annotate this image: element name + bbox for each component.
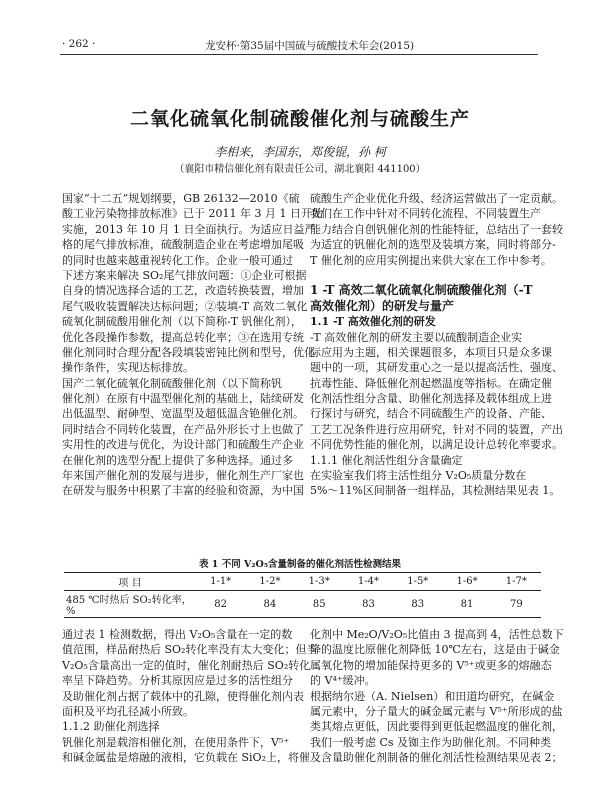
article-title: 二氧化硫氧化制硫酸催化剂与硫酸生产	[129, 108, 470, 130]
text-line: 5%～11%区间制备一组样品，其检测结果见表 1。	[310, 484, 561, 498]
table-cell: 84	[245, 591, 294, 618]
text-line: 行探讨与研究，结合不同硫酸生产的设备、产能、	[310, 407, 552, 421]
text-line: 格的尾气排放标准，硫酸制造企业在考虑增加尾吸	[62, 238, 304, 252]
text-line: 自身的情况选择合适的工艺，改造转换装置，增加	[62, 284, 304, 298]
text-line: 实用性的改进与优化，为设计部门和硫酸生产企业	[62, 438, 304, 452]
text-line: 钒催化剂是载溶相催化剂，在使用条件下，V⁵⁺	[62, 735, 290, 749]
text-line: V₂O₅含量高出一定的值时，催化剂耐热后 SO₂转化	[62, 658, 311, 672]
header-rule	[60, 54, 538, 55]
text-line: 属元素中，分子量大的碱金属元素与 V⁵⁺所形成的盐	[310, 704, 563, 718]
text-line: 硫酸生产企业优化升级、经济运营做出了一定贡献。	[310, 192, 563, 205]
text-line: 降的温度比原催化剂降低 10℃左右，这是由于碱金	[310, 643, 560, 657]
table-cell: 81	[442, 591, 491, 618]
text-line: 尾气吸收装置解决达标问题；②装填-T 高效二氧化	[62, 299, 308, 313]
text-line: 催化剂同时合理分配各段填装密钝比例和型号，优化	[62, 345, 315, 359]
text-line: T 催化剂的应用实例提出来供大家在工作中参考。	[310, 253, 552, 267]
text-line	[310, 268, 544, 283]
table-cell: 83	[344, 591, 393, 618]
text-line: 在研发与服务中积累了丰富的经验和资源，为中国	[62, 484, 304, 498]
table-header-cell: 项 目	[64, 573, 196, 591]
text-line: 为适宜的钒催化剂的选型及装填方案，同时将部分-	[310, 238, 556, 252]
table-header-cell: 1-3*	[295, 573, 344, 591]
table-cell: 82	[196, 591, 245, 618]
table-header-row	[64, 573, 541, 591]
text-line: 及含量助催化剂制备的催化剂活性检测结果见表 2；	[310, 751, 563, 765]
subsection-heading: 1.1 -T 高效催化剂的研发	[310, 315, 436, 329]
subsubsection-heading: 1.1.2 助催化剂选择	[62, 720, 160, 734]
text-line: -T 高效催化剂的研发主要以硫酸制造企业实	[310, 330, 523, 344]
text-line: 下述方案来解决 SO₂尾气排放问题：①企业可根据	[62, 268, 307, 282]
text-line: 通过表 1 检测数据，得出 V₂O₅含量在一定的数	[62, 628, 293, 641]
text-line: 的 V⁴⁺缓冲。	[310, 674, 376, 688]
text-line: 出低温型、耐砷型、宽温型及超低温含铯催化剂。	[62, 407, 304, 421]
table-header-cell: 1-1*	[196, 573, 245, 591]
text-line: 不同优势性能的催化剂，以满足设计总转化率要求。	[310, 438, 563, 452]
text-line: 类其熔点更低，因此要得到更低起燃温度的催化剂，	[310, 720, 563, 734]
article-authors: 李相来，李国东，郑俊锟，孙 柯	[214, 145, 386, 159]
text-line: 值范围，样品耐热后 SO₂转化率没有太大变化；但当	[62, 643, 318, 657]
text-line: 工艺工况条件进行应用研究，针对不同的装置，产出	[310, 422, 563, 436]
table-header-cell: 1-2*	[245, 573, 294, 591]
text-line: 催化剂）在原有中温型催化剂的基础上，陆续研发	[62, 392, 304, 406]
text-line: 及助催化剂占据了载体中的孔隙，使得催化剂内表	[62, 689, 304, 703]
text-line: 化剂活性组分含量、助催化剂选择及载体组成上进	[310, 392, 552, 406]
text-line: 国家“十二五”规划纲要，GB 26132—2010《硫	[62, 192, 300, 205]
text-line: 我们在工作中针对不同转化流程、不同装置生产	[310, 207, 541, 221]
text-line: 在实验室我们将主活性组分 V₂O₅质量分数在	[310, 469, 527, 483]
table-cell: 79	[492, 591, 541, 618]
right-column-body-1	[310, 191, 563, 499]
text-line: 属氧化物的增加能保持更多的 V⁵⁺或更多的熔融态	[310, 658, 552, 672]
text-line: 国产二氧化硫氧化制硫酸催化剂（以下简称钒	[62, 376, 282, 390]
text-line: 我们一般考虑 Cs 及铷主作为助催化剂。不同种类	[310, 735, 552, 749]
right-column-body-2	[310, 627, 564, 766]
text-line: 酸工业污染物排放标准》已于 2011 年 3 月 1 日开始	[62, 207, 323, 221]
table-row	[64, 591, 541, 618]
table-caption: 表 1 不同 V₂O₅含量制备的催化剂活性检测结果	[198, 559, 401, 570]
text-line: 实施，2013 年 10 月 1 日全面执行。为适应日益严	[62, 222, 316, 236]
subsubsection-heading: 1.1.1 催化剂活性组分含量确定	[310, 453, 463, 467]
section-heading-cont: 高效催化剂）的研发与量产	[310, 298, 455, 313]
table-cell: 485 ℃时热后 SO₂转化率，%	[64, 591, 196, 618]
text-line: 抗毒性能、降低催化剂起燃温度等指标。在确定催	[310, 376, 552, 390]
text-line: 化剂中 Me₂O/V₂O₅比值由 3 提高到 4，活性总数下	[310, 628, 564, 641]
table-header-cell: 1-7*	[492, 573, 541, 591]
text-line: 操作条件，实现达标排放。	[62, 361, 194, 375]
text-line: 面积及平均孔径减小所致。	[62, 704, 194, 718]
text-line: 在催化剂的选型分配上提供了多种选择。通过多	[62, 453, 293, 467]
text-line: 能力结合自创钒催化剂的性能特征，总结出了一套较	[310, 222, 563, 236]
table-header-cell: 1-4*	[344, 573, 393, 591]
text-line: 际应用为主题，相关课题很多，本项目只是众多课	[310, 345, 552, 359]
section-heading: 1 -T 高效二氧化硫氧化制硫酸催化剂（-T	[310, 283, 533, 298]
left-column-body-2	[62, 627, 318, 766]
text-line: 优化各段操作参数，提高总转化率；③在选用专统	[62, 330, 304, 344]
page-number: · 262 ·	[62, 38, 96, 50]
article-affiliation: （襄阳市精信催化剂有限责任公司，湖北襄阳 441100）	[174, 164, 426, 175]
text-line: 同时结合不同转化装置，在产品外形长寸上也做了	[62, 422, 304, 436]
text-line: 的同时也越来越重视转化工作。企业一般可通过	[62, 253, 293, 267]
text-line: 题中的一项，其研发重心之一是以提高活性、强度、	[310, 361, 563, 375]
text-line: 率呈下降趋势。分析其原因应是过多的活性组分	[62, 674, 293, 688]
text-line: 和碱金属盐是熔融的液相，它负载在 SiO₂上，将催	[62, 751, 310, 765]
text-line: 硫氧化制硫酸用催化剂（以下简称-T 钒催化剂），	[62, 315, 303, 329]
table-header-cell: 1-6*	[442, 573, 491, 591]
left-column-body-1	[62, 191, 323, 499]
table-header-cell: 1-5*	[393, 573, 442, 591]
table-cell: 85	[295, 591, 344, 618]
text-line: 年来国产催化剂的发展与进步，催化剂生产厂家也	[62, 469, 304, 483]
running-header: 龙安杯·第35届中国硫与硫酸技术年会(2015)	[205, 40, 415, 52]
text-line: 根据纳尔逊（A. Nielsen）和田道均研究，在碱金	[310, 689, 555, 703]
data-table	[64, 572, 541, 618]
table-cell: 83	[393, 591, 442, 618]
